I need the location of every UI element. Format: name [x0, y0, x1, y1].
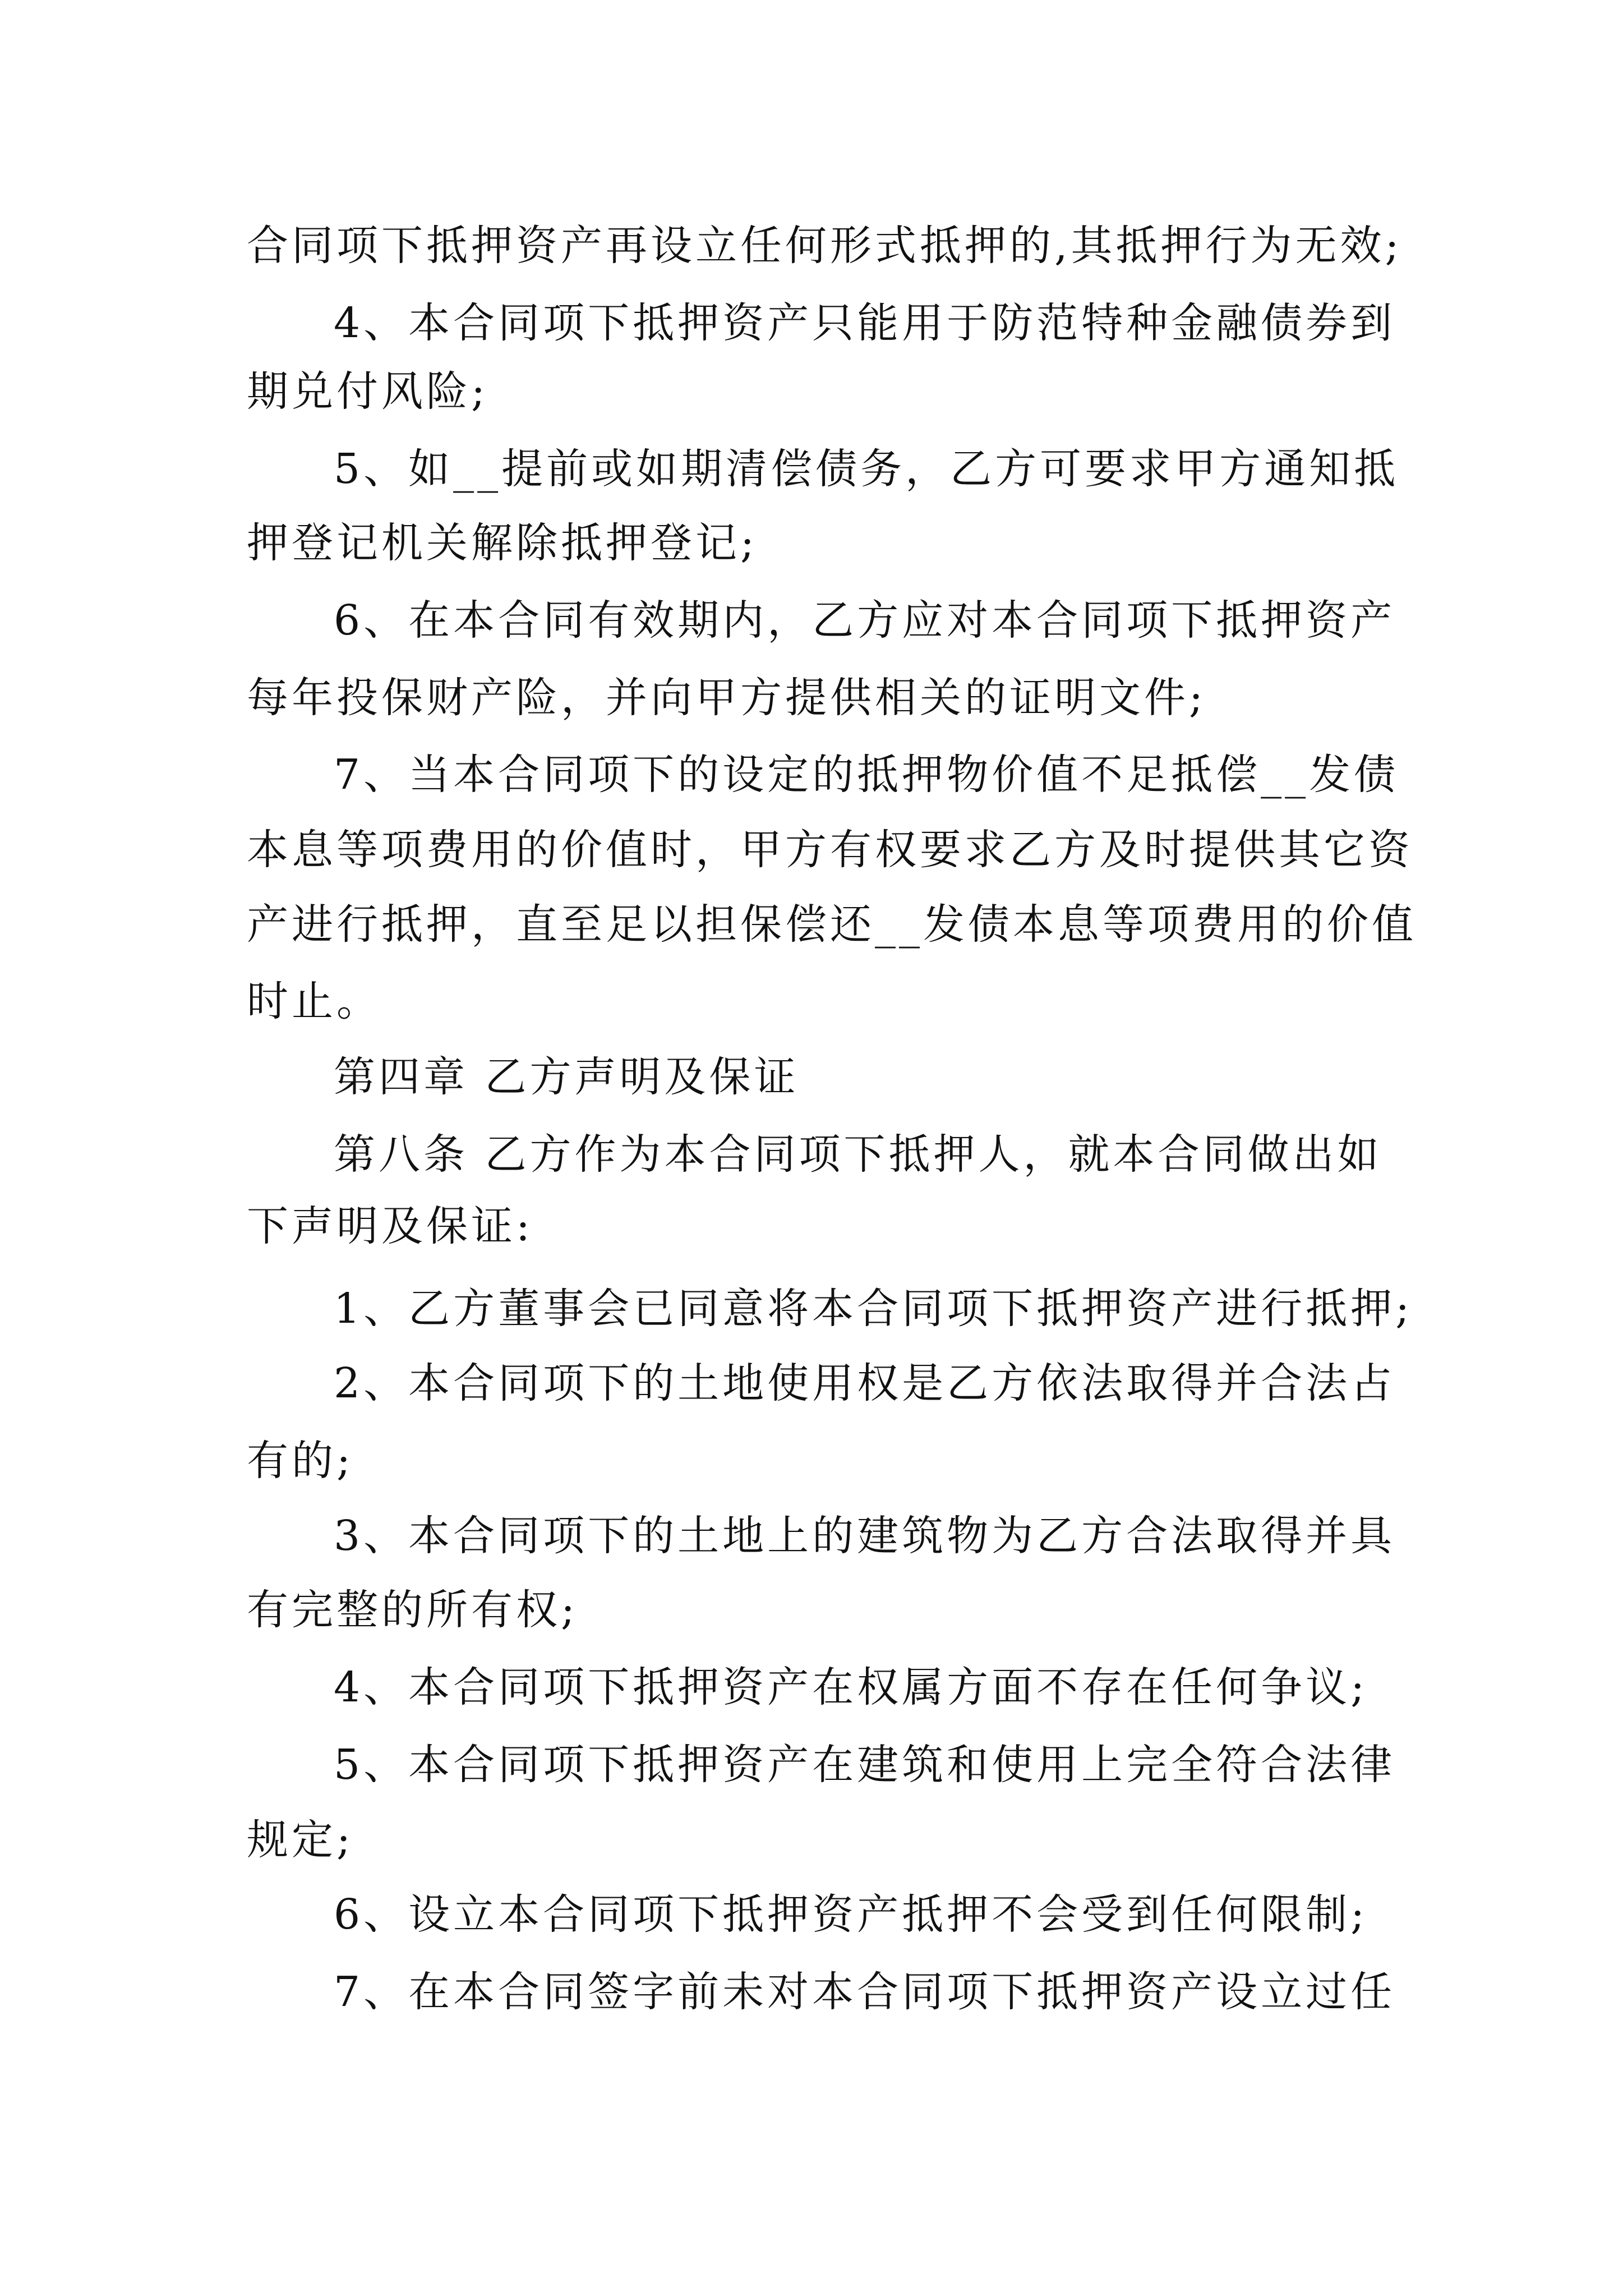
text-line: 本息等项费用的价值时，甲方有权要求乙方及时提供其它资 [247, 826, 1413, 874]
text-line: 4、本合同项下抵押资产只能用于防范特种金融债券到 [334, 299, 1396, 347]
text-line: 合同项下抵押资产再设立任何形式抵押的,其抵押行为无效; [247, 222, 1403, 270]
text-line: 6、在本合同有效期内，乙方应对本合同项下抵押资产 [334, 596, 1396, 645]
text-line: 1、乙方董事会已同意将本合同项下抵押资产进行抵押; [334, 1285, 1413, 1333]
text-line: 规定; [247, 1816, 354, 1864]
text-line: 有的; [247, 1437, 354, 1485]
article-heading: 第八条 乙方作为本合同项下抵押人，就本合同做出如 [334, 1130, 1382, 1179]
text-line: 有完整的所有权; [247, 1586, 578, 1634]
text-line: 下声明及保证: [247, 1202, 533, 1250]
text-line: 时止。 [247, 977, 381, 1025]
text-line: 5、如__提前或如期清偿债务，乙方可要求甲方通知抵 [334, 445, 1399, 493]
text-line: 6、设立本合同项下抵押资产抵押不会受到任何限制; [334, 1890, 1368, 1939]
text-line: 期兑付风险; [247, 367, 488, 416]
text-line: 每年投保财产险，并向甲方提供相关的证明文件; [247, 674, 1206, 722]
chapter-heading: 第四章 乙方声明及保证 [334, 1053, 799, 1101]
text-line: 5、本合同项下抵押资产在建筑和使用上完全符合法律 [334, 1741, 1396, 1789]
text-line: 4、本合同项下抵押资产在权属方面不存在任何争议; [334, 1663, 1368, 1711]
text-line: 产进行抵押，直至足以担保偿还__发债本息等项费用的价值 [247, 900, 1417, 949]
text-line: 押登记机关解除抵押登记; [247, 519, 758, 567]
text-line: 7、当本合同项下的设定的抵押物价值不足抵偿__发债 [334, 751, 1399, 799]
text-line: 3、本合同项下的土地上的建筑物为乙方合法取得并具 [334, 1512, 1396, 1560]
text-line: 2、本合同项下的土地使用权是乙方依法取得并合法占 [334, 1359, 1396, 1407]
text-line: 7、在本合同签字前未对本合同项下抵押资产设立过任 [334, 1968, 1396, 2016]
